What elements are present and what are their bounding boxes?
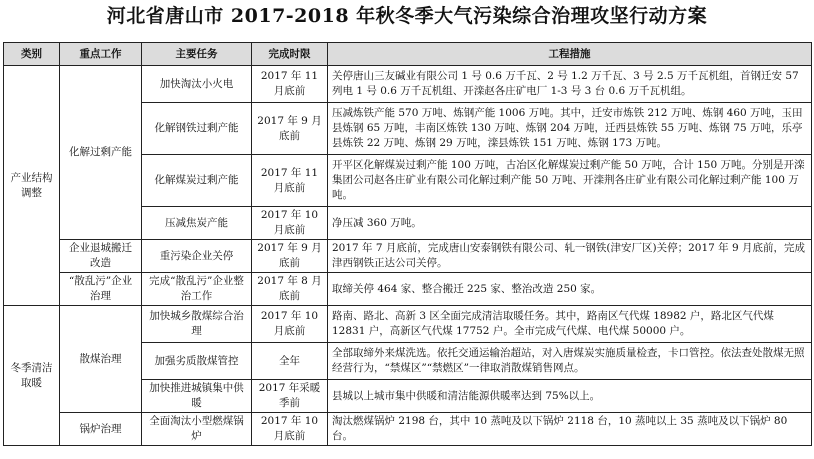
task-cell: 重污染企业关停 [142, 240, 252, 273]
deadline-cell: 2017 年采暖季前 [252, 380, 328, 413]
header-category: 类别 [4, 43, 60, 66]
category-cell: 冬季清洁取暖 [4, 306, 60, 446]
task-cell: 加快淘汰小火电 [142, 66, 252, 103]
measure-cell: 县城以上城市集中供暖和清洁能源供暖率达到 75%以上。 [328, 380, 812, 413]
task-cell: 加快推进城镇集中供暖 [142, 380, 252, 413]
measure-cell: 淘汰燃煤锅炉 2198 台，其中 10 蒸吨及以下锅炉 2118 台，10 蒸吨以上 35 蒸吨及以下锅炉 80 台。 [328, 413, 812, 446]
measure-cell: 关停唐山三友碱业有限公司 1 号 0.6 万千瓦、2 号 1.2 万千瓦、3 号 2.5 万千瓦机组，首钢迁安 57 列电 1 号 0.6 万千瓦机组、开滦赵各庄矿电厂 1-3 号 3 台 0.6 万千瓦机组。 [328, 66, 812, 103]
category-cell: 产业结构调整 [4, 66, 60, 306]
header-focus: 重点工作 [60, 43, 142, 66]
focus-cell: 锅炉治理 [60, 413, 142, 446]
measure-cell: 开平区化解煤炭过剩产能 100 万吨，古冶区化解煤炭过剩产能 50 万吨，合计 150 万吨。分别是开滦集团公司赵各庄矿业有限公司化解过剩产能 50 万吨、开滦荆各庄矿业有限公司化解过剩产能 100 万吨。 [328, 155, 812, 207]
task-cell: 化解煤炭过剩产能 [142, 155, 252, 207]
focus-cell: 化解过剩产能 [60, 66, 142, 240]
task-cell: 全面淘汰小型燃煤锅炉 [142, 413, 252, 446]
measure-cell: 全部取缔外来煤洗选。依托交通运输治超站，对入唐煤炭实施质量检查，卡口管控。依法查处散煤无照经营行为，“禁煤区”“禁燃区”一律取消散煤销售网点。 [328, 343, 812, 380]
measure-cell: 2017 年 7 月底前，完成唐山安泰钢铁有限公司、轧一钢铁(津安厂区)关停；2017 年 9 月底前，完成津西钢铁正达公司关停。 [328, 240, 812, 273]
task-cell: 压减焦炭产能 [142, 207, 252, 240]
table-row [4, 66, 812, 103]
deadline-cell: 2017 年 10 月底前 [252, 413, 328, 446]
deadline-cell: 2017 年 10 月底前 [252, 207, 328, 240]
deadline-cell: 2017 年 11 月底前 [252, 66, 328, 103]
task-cell: 完成“散乱污”企业整治工作 [142, 273, 252, 306]
deadline-cell: 2017 年 10 月底前 [252, 306, 328, 343]
task-cell: 化解钢铁过剩产能 [142, 103, 252, 155]
table-row [4, 413, 812, 446]
deadline-cell: 2017 年 9 月底前 [252, 240, 328, 273]
measure-cell: 取缔关停 464 家、整合搬迁 225 家、整治改造 250 家。 [328, 273, 812, 306]
task-cell: 加快城乡散煤综合治理 [142, 306, 252, 343]
page-title: 河北省唐山市 2017-2018 年秋冬季大气污染综合治理攻坚行动方案 [106, 5, 708, 27]
header-measure: 工程措施 [328, 43, 812, 66]
deadline-cell: 2017 年 11 月底前 [252, 155, 328, 207]
header-deadline: 完成时限 [252, 43, 328, 66]
header-task: 主要任务 [142, 43, 252, 66]
action-plan-table [3, 42, 812, 446]
focus-cell: “散乱污”企业治理 [60, 273, 142, 306]
table-row [4, 273, 812, 306]
deadline-cell: 2017 年 9 月底前 [252, 103, 328, 155]
table-row [4, 240, 812, 273]
table-row [4, 306, 812, 343]
measure-cell: 路南、路北、高新 3 区全面完成清洁取暖任务。其中，路南区气代煤 18982 户，路北区气代煤 12831 户，高新区气代煤 17752 户。全市完成气代煤、电代煤 50000 户。 [328, 306, 812, 343]
measure-cell: 压减炼铁产能 570 万吨、炼钢产能 1006 万吨。其中，迁安市炼铁 212 万吨、炼钢 460 万吨，玉田县炼钢 65 万吨，丰南区炼铁 130 万吨、炼钢 204 万吨，迁西县炼铁 55 万吨、炼钢 75 万吨，乐亭县炼铁 22 万吨、炼钢 29 万吨，滦县炼铁 151 万吨、炼钢 173 万吨。 [328, 103, 812, 155]
focus-cell: 散煤治理 [60, 306, 142, 413]
deadline-cell: 2017 年 8 月底前 [252, 273, 328, 306]
focus-cell: 企业退城搬迁改造 [60, 240, 142, 273]
deadline-cell: 全年 [252, 343, 328, 380]
table-header-row [4, 43, 812, 66]
task-cell: 加强劣质散煤管控 [142, 343, 252, 380]
measure-cell: 净压减 360 万吨。 [328, 207, 812, 240]
